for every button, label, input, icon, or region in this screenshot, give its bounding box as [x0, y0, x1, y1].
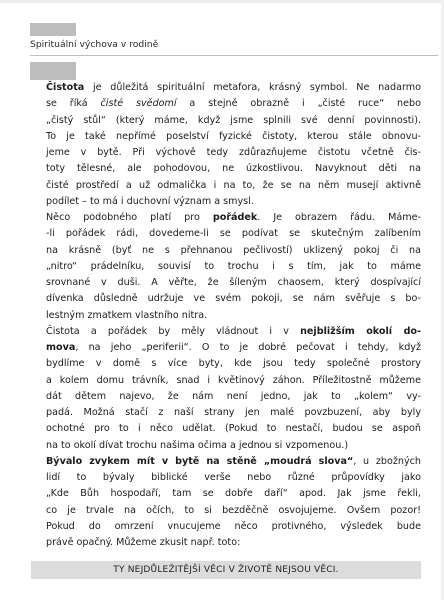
paragraph-slova: [31, 454, 421, 552]
header-rule: [30, 55, 438, 56]
italic-text: čisté svědomí: [100, 98, 177, 110]
text-line: [31, 178, 421, 194]
text-run: je důležitá spirituální metafora, krásný symbol. Ne nadarmo: [84, 82, 421, 93]
text-run: lestným zmatkem vlastního nitra.: [46, 309, 208, 321]
text-run: Něco podobného platí pro: [46, 212, 213, 223]
text-line: [31, 438, 421, 454]
text-run: toty tělesné, ale pohodovou, ne úzkostlivou. Navyknout děti na: [46, 163, 421, 175]
bold-text: nejbližším okolí do-: [300, 325, 421, 337]
text-run: „Kde Bůh hospodaří, tam se dobře daří“ apod. Jak jsme řekli,: [46, 488, 421, 500]
text-line: [31, 373, 421, 389]
bold-text: pořádek: [212, 212, 258, 223]
text-run: -li pořádek rádi, dovedeme-li se podívat se skutečným zalíbením: [46, 228, 421, 240]
text-run: , na jeho „periferii“. O to je dobré pečovat i tehdy, když: [75, 342, 421, 353]
text-line: [31, 389, 421, 405]
text-line: [31, 80, 421, 96]
text-line: [31, 324, 421, 340]
text-line: [31, 129, 421, 145]
text-line: [31, 405, 421, 421]
text-run: Čistota a pořádek by měly vládnout i v: [46, 325, 301, 337]
text-run: bydlíme v domě s více byty, kde jsou tedy společné prostory: [46, 358, 421, 370]
text-run: To je také nepřímé poselství fyzické čistoty, kterou stále obnovu-: [46, 130, 421, 142]
text-line: [31, 161, 421, 177]
text-line: [31, 243, 421, 259]
text-run: dívenka důsledně udržuje ve svém pokoji, se nám svěřuje s bo-: [46, 293, 421, 305]
text-run: Pokud do omrzení vnucujeme něco protivného, výsledek bude: [46, 520, 421, 532]
text-run: dát dětem najevo, že nám není jedno, jak to „kolem“ vy-: [46, 390, 421, 402]
paragraph-poradek: [31, 210, 421, 324]
text-line: [31, 356, 421, 372]
text-run: , u zbožných: [353, 455, 421, 467]
text-line: [31, 210, 421, 226]
header-gray-marker: [30, 23, 76, 36]
text-run: čisté prostředí a už odmalička i na to, že se na něm musejí aktivně: [46, 179, 421, 191]
quote-text: TY NEJDŮLEŽITĚJŠÍ VĚCI V ŽIVOTĚ NEJSOU VĚCI.: [113, 565, 339, 575]
text-run: podílet – to má i duchovní význam a smysl.: [46, 195, 254, 207]
text-line: [31, 96, 421, 112]
text-run: ochotné pro to i něco udělat. (Pokud to nestačí, budou se aspoň: [46, 423, 421, 435]
text-line: [31, 113, 421, 129]
text-run: právě opačný. Můžeme zkusit např. toto:: [46, 537, 241, 548]
text-line: [31, 454, 421, 470]
page-top-edge: [0, 0, 444, 3]
text-line: [31, 470, 421, 486]
quote-box: [31, 561, 421, 579]
text-line: [31, 519, 421, 535]
text-run: padá. Možná stačí z naší strany jen malé povzbuzení, aby byly: [46, 407, 421, 418]
text-run: na krásně (byť ne s přehnanou pečlivostí) uklizený pokoj či na: [46, 244, 421, 256]
text-line: [31, 503, 421, 519]
text-line: [31, 194, 421, 210]
text-line: [31, 275, 421, 291]
bold-text: Čistota: [46, 82, 85, 93]
text-line: [31, 486, 421, 502]
body-text: [31, 80, 421, 551]
text-run: „nitro“ prádelníku, souvisí to trochu i s tím, jak to máme: [46, 260, 421, 272]
text-line: [31, 308, 421, 324]
text-run: se říká: [46, 98, 101, 110]
text-line: [31, 259, 421, 275]
text-run: jeme v bytě. Při výchově tedy zdůrazňujeme čistotu včetně čis-: [46, 147, 421, 158]
text-run: co je trvale na očích, to si bezděčně osvojujeme. Ovšem pozor!: [46, 504, 421, 516]
paragraph-okoli: [31, 324, 421, 454]
bold-text: mova: [46, 342, 76, 353]
text-line: [31, 291, 421, 307]
text-run: srovnané v duši. A věřte, že šíleným chaosem, který dospívající: [46, 277, 421, 288]
text-run: a kolem domu trávník, snad i květinový záhon. Příležitostně můžeme: [46, 374, 421, 386]
text-run: a stejně obrazně i „čisté ruce“ nebo: [176, 98, 421, 110]
text-run: „čistý stůl“ (který máme, když jsme splnili své denní povinnosti).: [46, 114, 421, 126]
section-gray-marker: [30, 62, 76, 80]
text-line: [31, 340, 421, 356]
text-run: lidí to bývaly biblické verše nebo různé průpovídky jako: [46, 472, 421, 483]
text-line: [31, 145, 421, 161]
text-line: [31, 421, 421, 437]
paragraph-cistota: [31, 80, 421, 210]
text-line: [31, 535, 421, 551]
text-run: na to okolí dívat trochu našima očima a jednou si vzpomenou.): [46, 439, 349, 451]
text-line: [31, 226, 421, 242]
bold-text: Bývalo zvykem mít v bytě na stěně „moudrá slova“: [46, 455, 354, 467]
text-run: . Je obrazem řádu. Máme-: [257, 212, 421, 223]
running-header: Spirituální výchova v rodině: [30, 39, 159, 50]
